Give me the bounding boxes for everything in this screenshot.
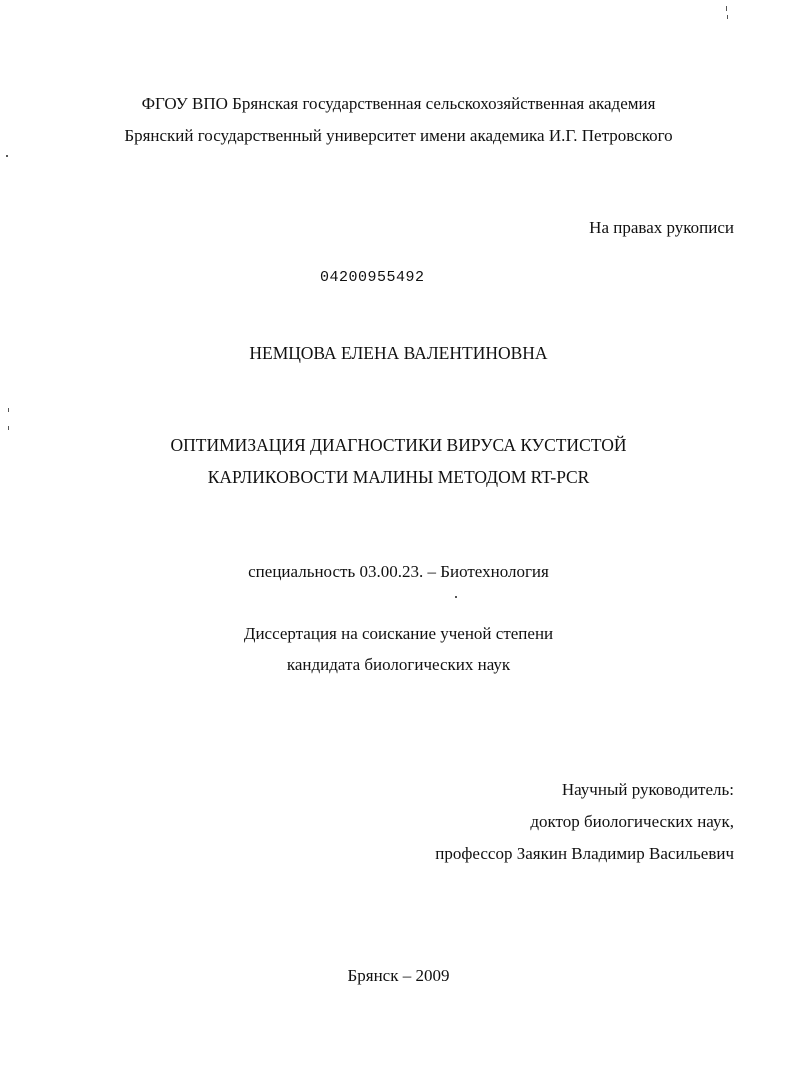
author-name: НЕМЦОВА ЕЛЕНА ВАЛЕНТИНОВНА (249, 343, 548, 363)
scan-speck (727, 15, 728, 19)
supervisor-name: профессор Заякин Владимир Васильевич (435, 844, 734, 863)
thesis-title-line-2: КАРЛИКОВОСТИ МАЛИНЫ МЕТОДОМ RT-PCR (207, 467, 590, 487)
scan-speck (455, 596, 457, 598)
thesis-title-line-1: ОПТИМИЗАЦИЯ ДИАГНОСТИКИ ВИРУСА КУСТИСТОЙ (170, 435, 627, 455)
supervisor-degree: доктор биологических наук, (530, 812, 734, 831)
institution-line-1: ФГОУ ВПО Брянская государственная сельскохозяйственная академия (141, 94, 656, 113)
registration-number: 04200955492 (320, 269, 425, 286)
scan-speck (8, 408, 9, 412)
scan-speck (726, 6, 727, 11)
degree-line-2: кандидата биологических наук (286, 655, 511, 674)
institution-line-2: Брянский государственный университет имени академика И.Г. Петровского (124, 126, 673, 145)
scan-speck (6, 155, 8, 157)
manuscript-note: На правах рукописи (589, 218, 734, 237)
supervisor-label: Научный руководитель: (561, 780, 734, 799)
degree-line-1: Диссертация на соискание ученой степени (243, 624, 554, 643)
specialty: специальность 03.00.23. – Биотехнология (248, 562, 549, 581)
scan-speck (8, 426, 9, 430)
city-year: Брянск – 2009 (347, 966, 450, 985)
